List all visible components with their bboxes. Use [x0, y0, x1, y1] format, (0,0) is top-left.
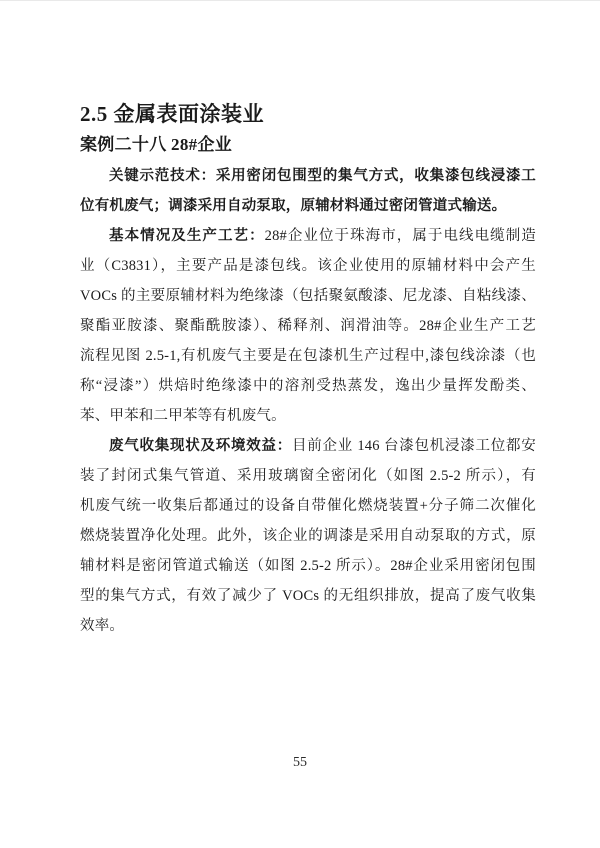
page-number: 55 — [293, 755, 307, 770]
text-line — [80, 191, 536, 221]
text-run: 型的集气方式，有效了减少了 VOCs 的无组织排放，提高了废气收集 — [80, 588, 536, 604]
paragraph-basic-situation-and-process — [80, 221, 536, 431]
case-heading: 案例二十八 28#企业 — [80, 135, 233, 154]
paragraph-key-demo-technology — [80, 161, 536, 221]
text-run: 辅材料是密闭管道式输送（如图 2.5-2 所示）。28#企业采用密闭包围 — [80, 558, 536, 574]
text-run: VOCs 的主要原辅材料为绝缘漆（包括聚氨酸漆、尼龙漆、自粘线漆、 — [80, 288, 536, 304]
paragraphs — [80, 161, 536, 641]
bold-text-run: 基本情况及生产工艺： — [109, 228, 265, 244]
text-run: 苯、甲苯和二甲苯等有机废气。 — [80, 408, 286, 424]
text-run: 业（C3831），主要产品是漆包线。该企业使用的原辅材料中会产生 — [80, 258, 536, 274]
text-run: 称“浸漆”）烘焙时绝缘漆中的溶剂受热蒸发，逸出少量挥发酚类、 — [80, 378, 536, 394]
text-line — [80, 581, 536, 611]
text-run: 机废气统一收集后都通过的设备自带催化燃烧装置+分子筛二次催化 — [80, 498, 536, 514]
text-line — [80, 461, 536, 491]
text-line — [80, 371, 536, 401]
text-line — [80, 281, 536, 311]
text-run: 流程见图 2.5-1,有机废气主要是在包漆机生产过程中,漆包线涂漆（也 — [80, 348, 536, 364]
text-line — [80, 161, 536, 191]
text-line — [80, 221, 536, 251]
section-heading: 2.5 金属表面涂装业 — [80, 102, 264, 126]
page-content — [80, 99, 536, 641]
text-run: 效率。 — [80, 618, 125, 634]
text-run: 28#企业位于珠海市，属于电线电缆制造 — [264, 228, 536, 244]
text-line — [80, 551, 536, 581]
text-line — [80, 491, 536, 521]
text-line — [80, 401, 536, 431]
text-run: 聚酯亚胺漆、聚酯酰胺漆）、稀释剂、润滑油等。28#企业生产工艺 — [80, 318, 536, 334]
bold-text-run: 废气收集现状及环境效益： — [109, 438, 292, 454]
paragraph-collection-status-and-benefit — [80, 431, 536, 641]
text-line — [80, 341, 536, 371]
text-run: 燃烧装置净化处理。此外，该企业的调漆是采用自动泵取的方式，原 — [80, 528, 536, 544]
bold-text-run: 位有机废气；调漆采用自动泵取，原辅材料通过密闭管道式输送。 — [80, 198, 507, 214]
text-line — [80, 611, 536, 641]
text-line — [80, 431, 536, 461]
bold-text-run: 关键示范技术：采用密闭包围型的集气方式，收集漆包线浸漆工 — [109, 168, 536, 184]
text-line — [80, 521, 536, 551]
text-run: 装了封闭式集气管道、采用玻璃窗全密闭化（如图 2.5-2 所示），有 — [80, 468, 536, 484]
text-line — [80, 251, 536, 281]
text-run: 目前企业 146 台漆包机浸漆工位都安 — [291, 438, 536, 454]
text-line — [80, 311, 536, 341]
